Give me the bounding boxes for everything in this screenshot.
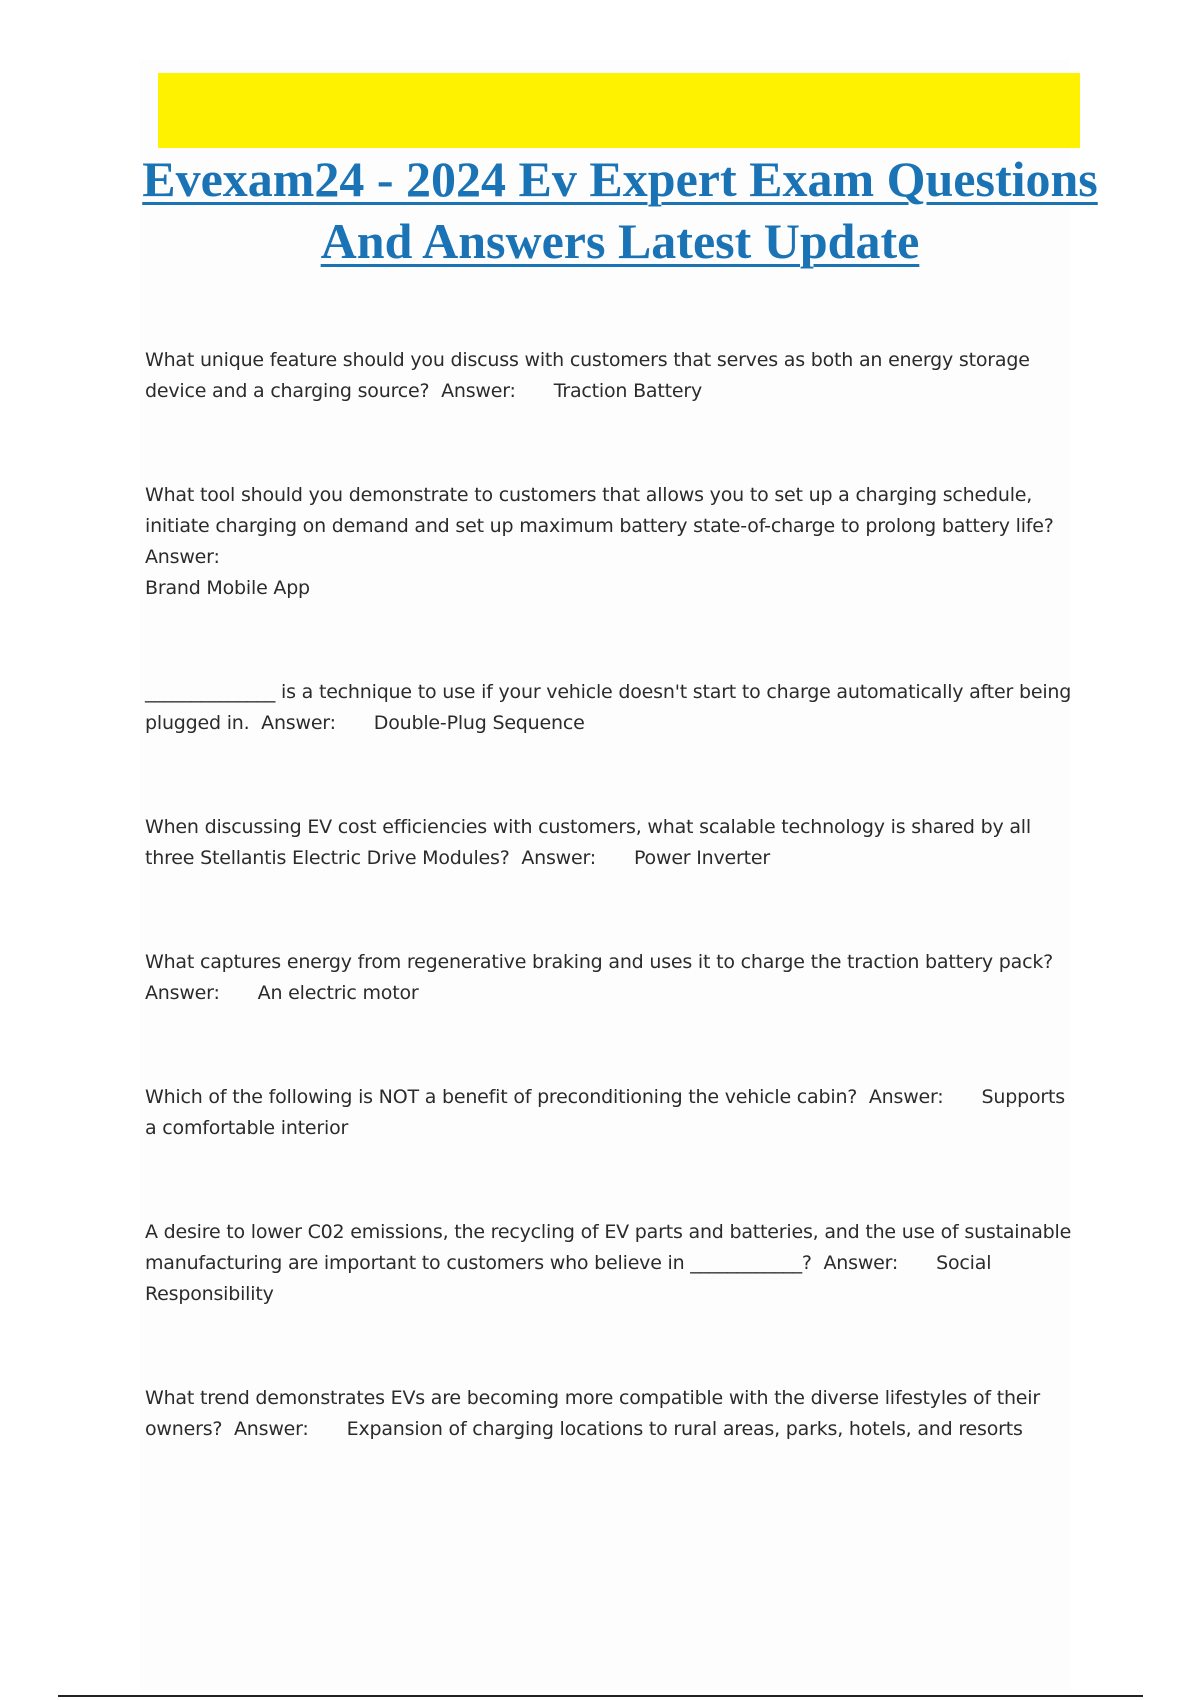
- answer-label: Answer:: [521, 847, 596, 869]
- answer-label: Answer:: [868, 1086, 944, 1108]
- question-text: A desire to lower C02 emissions, the recycling of EV parts and batteries, and the use of sustainable manufacturing are important to customers who believe in ____________?: [145, 1221, 1072, 1274]
- answer-text: An electric motor: [257, 982, 419, 1004]
- answer-text: Traction Battery: [553, 380, 703, 402]
- question-text: Which of the following is NOT a benefit of preconditioning the vehicle cabin?: [145, 1086, 858, 1108]
- answer-text: Supports a comfortable interior: [145, 1086, 1065, 1139]
- yellow-highlight-bar: [158, 73, 1080, 148]
- qa-item: [145, 345, 1075, 407]
- document-title: Evexam24 - 2024 Ev Expert Exam Questions And Answers Latest Update: [142, 151, 1098, 269]
- answer-label: Answer:: [823, 1252, 899, 1274]
- answer-text: Expansion of charging locations to rural areas, parks, hotels, and resorts: [346, 1418, 1023, 1440]
- answer-label: Answer:: [441, 380, 516, 402]
- answer-label: Answer:: [261, 712, 336, 734]
- answer-text: Brand Mobile App: [145, 577, 310, 599]
- qa-item: [145, 1383, 1075, 1445]
- question-text: What trend demonstrates EVs are becoming more compatible with the diverse lifestyles of their owners?: [145, 1387, 1040, 1440]
- answer-label: Answer:: [145, 546, 220, 568]
- answer-text: Power Inverter: [633, 847, 770, 869]
- qa-item: [145, 947, 1075, 1009]
- answer-label: Answer:: [145, 982, 220, 1004]
- qa-list: [145, 345, 1075, 1445]
- qa-item: [145, 480, 1075, 604]
- qa-item: [145, 677, 1075, 739]
- question-text: What captures energy from regenerative braking and uses it to charge the traction battery pack?: [145, 951, 1054, 973]
- qa-item: [145, 1217, 1075, 1310]
- answer-text: Double-Plug Sequence: [373, 712, 585, 734]
- qa-item: [145, 812, 1075, 874]
- question-text: When discussing EV cost efficiencies with customers, what scalable technology is shared by all three Stellantis Electric Drive Modules?: [145, 816, 1031, 869]
- answer-label: Answer:: [233, 1418, 309, 1440]
- answer-text: Social Responsibility: [145, 1252, 992, 1305]
- bottom-divider: [58, 1695, 1143, 1697]
- question-text: What tool should you demonstrate to customers that allows you to set up a charging schedule, initiate charging on demand and set up maximum battery state-of-charge to prolong battery life?: [145, 484, 1054, 537]
- question-text: What unique feature should you discuss with customers that serves as both an energy storage device and a charging source?: [145, 349, 1030, 402]
- question-text: ______________ is a technique to use if your vehicle doesn't start to charge automatically after being plugged in.: [145, 681, 1072, 734]
- qa-item: [145, 1082, 1075, 1144]
